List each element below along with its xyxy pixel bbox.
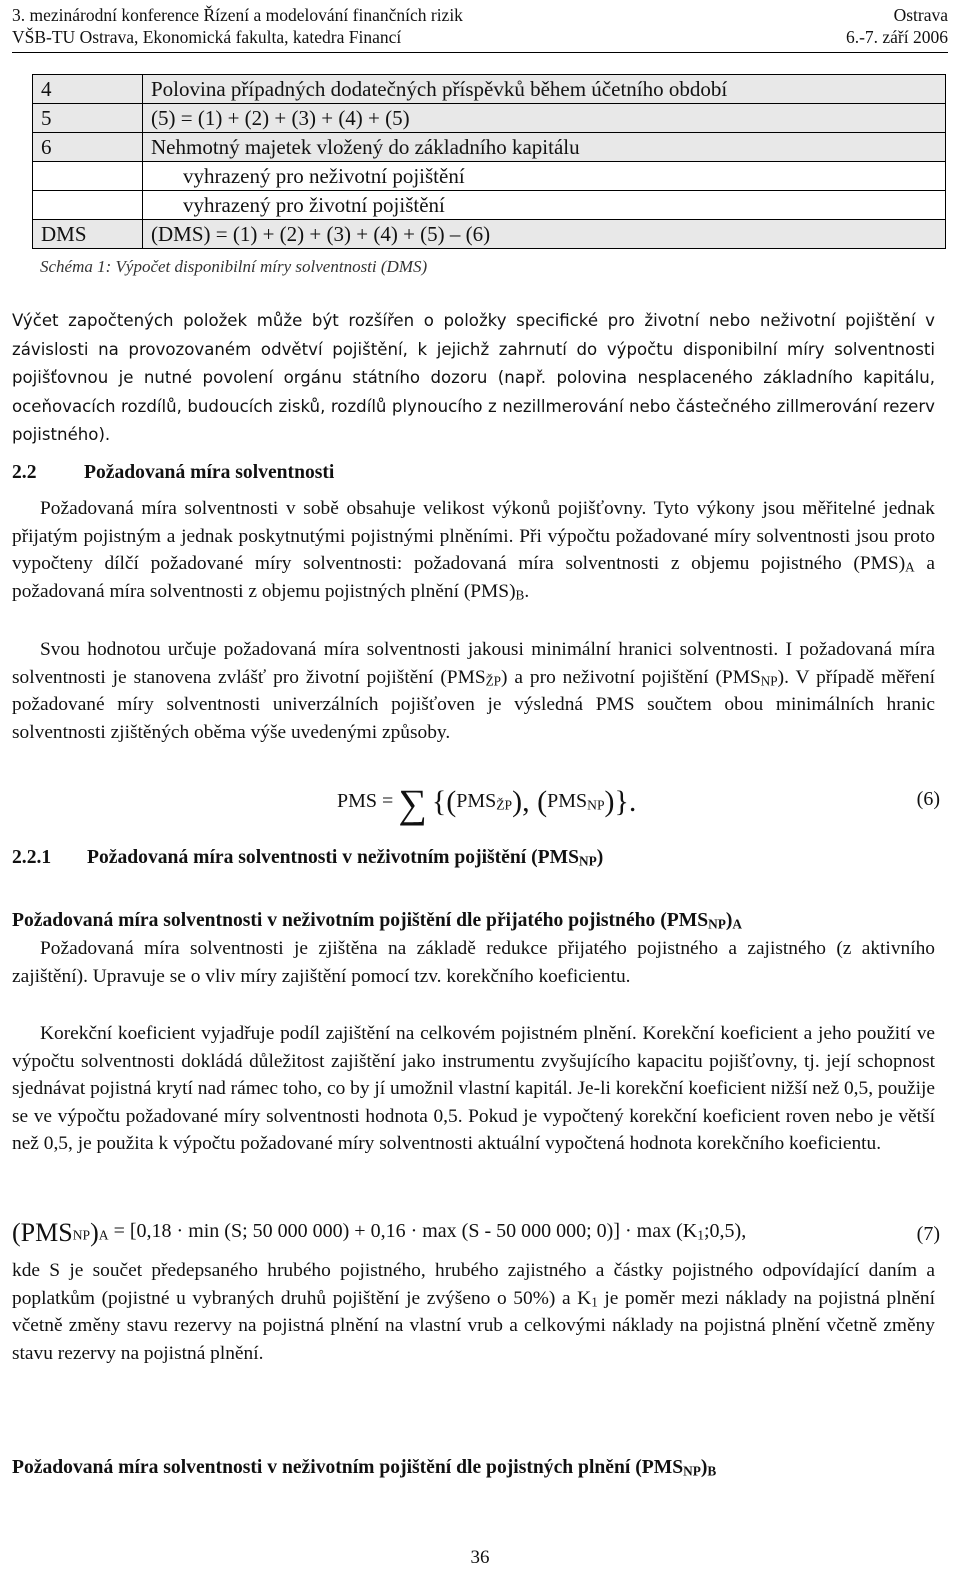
row-text: vyhrazený pro neživotní pojištění — [143, 162, 946, 191]
subscript: ŽP — [485, 673, 501, 689]
paragraph-items-list: Výčet započtených položek může být rozšířen o položky specifické pro životní nebo neživotní pojištění v závislosti na provozovaném odvětví pojištění, k jejichž zahrnutí do výpočtu disponibilní míry solventnosti pojišťovnou je nutné povolení orgánu státního dozoru (např. polovina nesplaceného základního kapitálu, oceňovacích rozdílů, budoucích zisků, rozdílů plynoucího z nezillmerování nebo částečného zillmerování rezerv pojistného). — [12, 311, 935, 445]
heading-premium-basis — [12, 910, 742, 932]
text-run: je poměr mezi náklady na pojistná plnění včetně změny stavu rezervy na pojistná plnění na vlastní vrub a celkovými náklady na pojistná plnění včetně změny stavu rezervy na pojistná plnění. — [12, 1287, 935, 1364]
table-row — [33, 133, 946, 162]
paragraph-definitions — [12, 1257, 935, 1367]
heading-text: ) — [725, 910, 733, 931]
header-conference-title: 3. mezinárodní konference Řízení a modelování finančních rizik — [12, 5, 463, 25]
formula-text: PMS — [337, 790, 378, 812]
row-text: vyhrazený pro životní pojištění — [143, 191, 946, 220]
table-row — [33, 191, 946, 220]
text-run: ). V případě měření požadované míry solventnosti univerzálních pojišťoven je výsledná PMS součtem obou minimálních hranic solventnosti zjištěných oběma výše uvedenými způsoby. — [12, 666, 935, 743]
subscript: NP — [587, 797, 605, 813]
row-text: Nehmotný majetek vložený do základního kapitálu — [143, 133, 946, 162]
table-row — [33, 162, 946, 191]
subscript: A — [905, 559, 915, 575]
section-heading-2-2 — [12, 462, 334, 484]
equation-number: (6) — [916, 788, 940, 810]
heading-claims-basis — [12, 1457, 716, 1479]
subscript: NP — [579, 853, 597, 869]
formula-text: = — [382, 790, 394, 812]
section-number: 2.2.1 — [12, 847, 52, 868]
row-number: 6 — [33, 133, 143, 162]
subscript: A — [732, 916, 743, 932]
table-row — [33, 220, 946, 249]
header-city: Ostrava — [893, 5, 948, 25]
formula-text: {( — [431, 785, 457, 818]
formula-text: )}. — [604, 785, 637, 818]
subscript: NP — [683, 1463, 701, 1479]
table-row — [33, 104, 946, 133]
scheme-caption: Schéma 1: Výpočet disponibilní míry solventnosti (DMS) — [40, 257, 428, 276]
section-title: ) — [596, 847, 604, 868]
subscript: NP — [760, 673, 778, 689]
paragraph-reduction: Požadovaná míra solventnosti je zjištěna na základě redukce přijatého pojistného a zajistného (z aktivního zajištění). Upravuje se o vliv míry zajištění pomocí tzv. korekčního koeficientu. — [12, 938, 935, 987]
subscript: ŽP — [496, 797, 513, 813]
formula-text: (PMS — [12, 1218, 73, 1247]
paragraph-pms-definition — [12, 636, 935, 746]
formula-text: PMS — [456, 790, 497, 812]
formula-text: ;0,5), — [704, 1220, 747, 1242]
sum-symbol: ∑ — [398, 781, 427, 826]
formula-text: ), ( — [512, 785, 548, 818]
subscript: NP — [708, 916, 726, 932]
dms-scheme-table — [32, 74, 946, 249]
section-title: Požadovaná míra solventnosti — [84, 462, 335, 483]
page-number: 36 — [470, 1547, 490, 1568]
row-text: Polovina případných dodatečných příspěvků během účetního období — [143, 75, 946, 104]
formula-6 — [337, 780, 636, 827]
row-number: 4 — [33, 75, 143, 104]
table-row — [33, 75, 946, 104]
section-title: Požadovaná míra solventnosti v neživotním pojištění (PMS — [87, 847, 580, 868]
paragraph-correction-coefficient: Korekční koeficient vyjadřuje podíl zajištění na celkovém pojistném plnění. Korekční koeficient a jeho použití ve výpočtu solventnosti dokládá důležitost zajištění jako instrumentu zvyšujícího kapacitu pojišťovny, tj. její schopnost sjednávat pojistná krytí nad rámec toho, co by jí umožnil vlastní kapitál. Je-li korekční koeficient nižší než 0,5, použije se ve výpočtu požadované míry solventnosti hodnota 0,5. Pokud je vypočtený korekční koeficient roven nebo je větší než 0,5, je použita k výpočtu požadované míry solventnosti aktuální vypočtená hodnota korekčního koeficientu. — [12, 1023, 935, 1155]
formula-text: ) — [90, 1218, 99, 1247]
formula-7 — [12, 1218, 746, 1248]
subscript: A — [98, 1227, 109, 1243]
subscript: 1 — [697, 1227, 704, 1243]
header-date: 6.-7. září 2006 — [845, 27, 948, 47]
subscript: 1 — [591, 1294, 598, 1310]
row-number — [33, 162, 143, 191]
text-run: a požadovaná míra solventnosti z objemu pojistných plnění (PMS) — [12, 553, 935, 602]
row-text: (5) = (1) + (2) + (3) + (4) + (5) — [143, 104, 946, 133]
row-number: 5 — [33, 104, 143, 133]
subscript: NP — [72, 1227, 91, 1243]
heading-text: ) — [700, 1457, 708, 1478]
section-heading-2-2-1 — [12, 847, 603, 869]
formula-text: = [0,18 · min (S; 50 000 000) + 0,16 · max (S - 50 000 000; 0)] · max (K — [113, 1220, 698, 1242]
row-number: DMS — [33, 220, 143, 249]
page-header — [12, 4, 948, 48]
heading-text: Požadovaná míra solventnosti v neživotním pojištění dle přijatého pojistného (PMS — [12, 910, 709, 931]
subscript: B — [707, 1463, 717, 1479]
text-run: Požadovaná míra solventnosti v sobě obsahuje velikost výkonů pojišťovny. Tyto výkony jsou měřitelné jednak přijatým pojistným a jednak poskytnutými pojistnými plněními. Při výpočtu požadované míry solventnosti jsou proto vypočteny dílčí požadované míry solventnosti: požadovaná míra solventnosti z objemu pojistného (PMS) — [12, 498, 935, 575]
equation-number: (7) — [916, 1223, 940, 1245]
text-run: kde S je součet předepsaného hrubého pojistného, hrubého zajistného a částky pojistného odpovídající daním a poplatkům (pojistné u vybraných druhů pojištění je zvýšeno o 50%) a K — [12, 1260, 935, 1309]
heading-text: Požadovaná míra solventnosti v neživotním pojištění dle pojistných plnění (PMS — [12, 1457, 684, 1478]
row-number — [33, 191, 143, 220]
paragraph-pms-intro — [12, 495, 935, 605]
text-run: ) a pro neživotní pojištění (PMS — [501, 666, 761, 688]
formula-text: PMS — [547, 790, 588, 812]
header-institution: VŠB-TU Ostrava, Ekonomická fakulta, katedra Financí — [12, 27, 402, 47]
text-run: . — [524, 580, 530, 602]
section-number: 2.2 — [12, 462, 37, 483]
row-text: (DMS) = (1) + (2) + (3) + (4) + (5) – (6) — [143, 220, 946, 249]
subscript: B — [515, 587, 525, 603]
header-divider — [12, 52, 948, 53]
text-run: Svou hodnotou určuje požadovaná míra solventnosti jakousi minimální hranici solventnosti. I požadovaná míra solventnosti je stanovena zvlášť pro životní pojištění (PMS — [12, 639, 935, 688]
